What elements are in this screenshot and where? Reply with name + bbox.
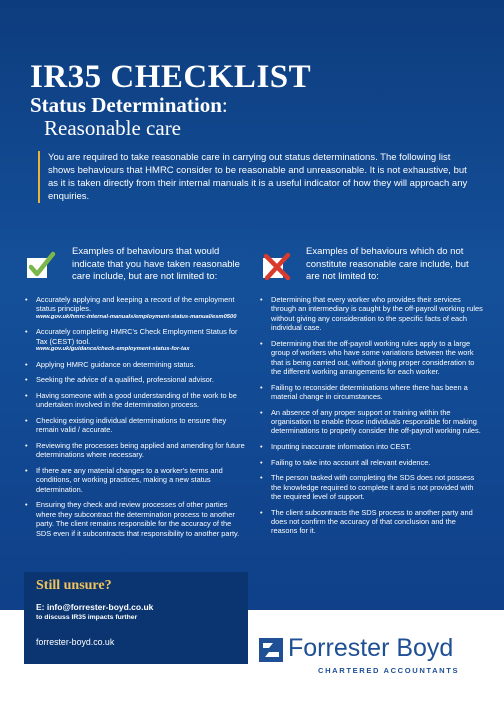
contact-email[interactable]: E: info@forrester-boyd.co.uk <box>36 602 154 612</box>
list-item <box>24 466 246 494</box>
list-item-url[interactable]: www.gov.uk/guidance/check-employment-status-for-tax <box>36 346 190 353</box>
list-item-text: If there are any material changes to a worker's terms and conditions, or working practices, making a new status determination. <box>36 466 223 494</box>
list-item <box>259 383 483 402</box>
list-item-text: Ensuring they check and review processes of other parties where they subcontract the determination process to another party. The client remains responsible for the accuracy of the SDS even if it subcontracts that responsibility to another party. <box>36 500 240 538</box>
list-item <box>259 408 483 436</box>
page-subtitle-secondary: Reasonable care <box>44 116 182 140</box>
list-item <box>259 339 483 377</box>
page-subtitle <box>30 93 228 117</box>
list-item <box>259 473 483 501</box>
logo-subtitle: CHARTERED ACCOUNTANTS <box>318 666 460 675</box>
list-item-text: Accurately completing HMRC's Check Employment Status for Tax (CEST) tool. <box>36 327 238 346</box>
check-icon <box>24 250 56 282</box>
list-item <box>259 458 483 467</box>
list-item-text: Determining that the off-payroll working rules apply to a large group of workers who have some variations between the work that is being carried out, without giving proper consideration to the different working arrangements for each worker. <box>271 338 475 377</box>
page-title: IR35 CHECKLIST <box>30 59 312 95</box>
list-item <box>259 295 483 333</box>
reasonable-list <box>24 295 246 544</box>
list-item <box>24 375 246 384</box>
list-item-text: Seeking the advice of a qualified, professional advisor. <box>36 375 214 385</box>
list-item-text: Having someone with a good understanding of the work to be undertaken involved in the determination process. <box>36 391 237 410</box>
list-item <box>24 360 246 369</box>
list-item-text: Accurately applying and keeping a record of the employment status principles. <box>36 295 235 314</box>
list-item <box>24 441 246 460</box>
list-item-text: An absence of any proper support or training within the organisation to enable those individuals responsible for making determinations to properly consider the off-payroll working rules. <box>271 407 481 436</box>
list-item-url[interactable]: www.gov.uk/hmrc-internal-manuals/employment-status-manual/esm0500 <box>36 313 237 320</box>
not-reasonable-list <box>259 295 483 542</box>
intro-paragraph: You are required to take reasonable care in carrying out status determinations. The following list shows behaviours that HMRC consider to be reasonable and unreasonable. It is not exhaustive, but as it is taken directly from their internal manuals it is a useful indicator of how they will approach any enquiries. <box>38 151 478 203</box>
list-item <box>24 391 246 410</box>
list-item-text: Determining that every worker who provides their services through an intermediary is caught by the off-payroll working rules without giving any consideration to the specific facts of each individual case. <box>271 295 483 333</box>
forrester-boyd-logo-icon <box>258 637 284 663</box>
list-item <box>24 295 246 321</box>
logo-name: Forrester Boyd <box>288 634 454 662</box>
list-item-text: Failing to take into account all relevant evidence. <box>271 457 431 467</box>
list-item-text: The person tasked with completing the SDS does not possess the knowledge required to complete it and is not provided with the required level of support. <box>271 473 475 502</box>
list-item <box>24 500 246 538</box>
contact-website-link[interactable]: forrester-boyd.co.uk <box>36 637 115 647</box>
list-item-text: Reviewing the processes being applied and amending for future determinations where necessary. <box>36 441 245 460</box>
contact-subtext: to discuss IR35 impacts further <box>36 614 138 621</box>
list-item <box>259 442 483 451</box>
list-item <box>24 327 246 353</box>
list-item-text: Checking existing individual determinations to ensure they remain valid / accurate. <box>36 416 227 435</box>
list-item <box>259 508 483 536</box>
reasonable-heading: Examples of behaviours that would indicate that you have taken reasonable care include, but are not limited to: <box>72 246 240 282</box>
subtitle-bold: Status Determination <box>30 93 222 117</box>
not-reasonable-heading: Examples of behaviours which do not constitute reasonable care include, but are not limited to: <box>306 246 469 282</box>
list-item <box>24 416 246 435</box>
list-item-text: Inputting inaccurate information into CEST. <box>271 442 412 452</box>
cross-icon <box>260 250 292 282</box>
list-item-text: Applying HMRC guidance on determining status. <box>36 359 196 369</box>
contact-title: Still unsure? <box>36 578 112 593</box>
list-item-text: Failing to reconsider determinations where there has been a material change in circumstances. <box>271 382 468 402</box>
list-item-text: The client subcontracts the SDS process to another party and does not confirm the accuracy of that conclusion and the reasons for it. <box>271 507 473 536</box>
subtitle-colon: : <box>221 93 228 117</box>
